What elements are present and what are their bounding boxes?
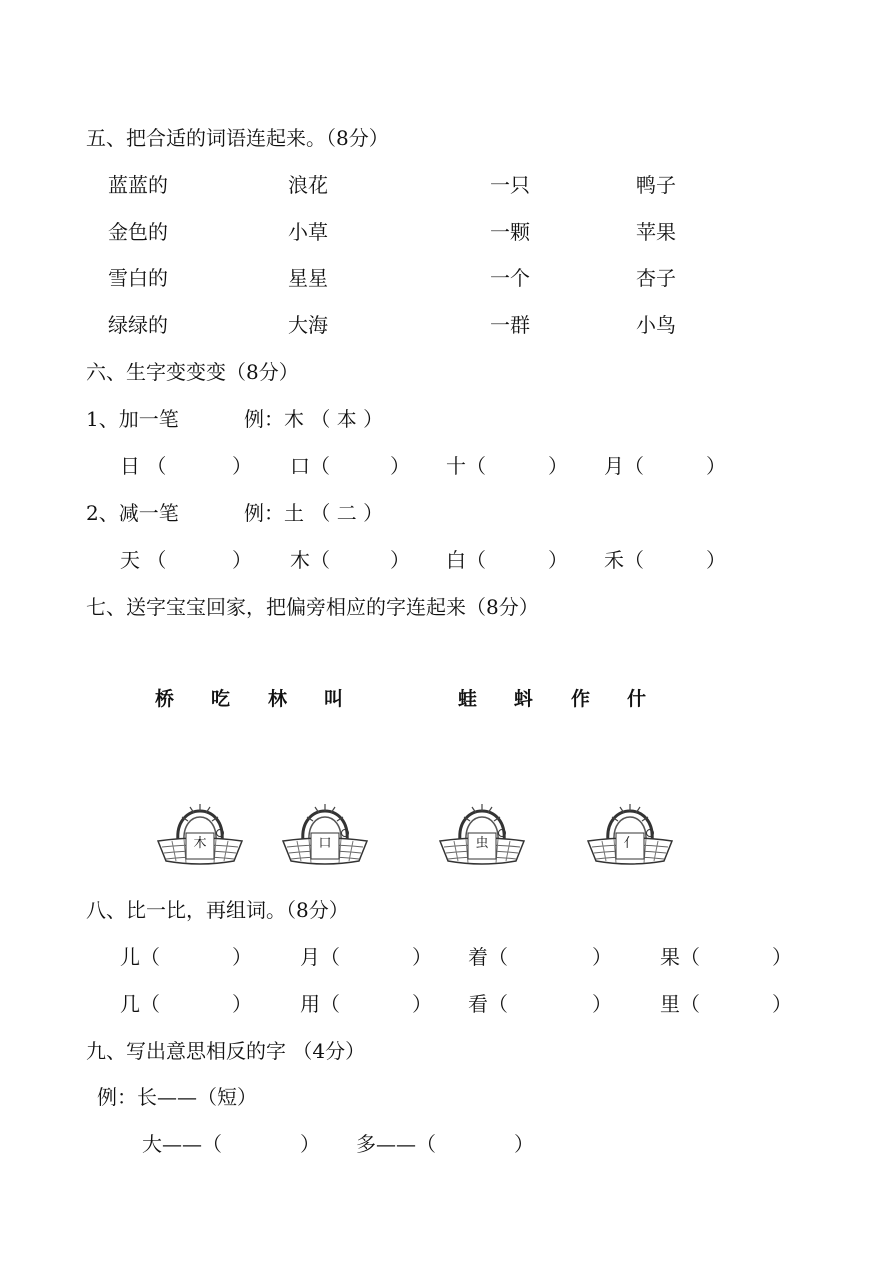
compare-close: ） (592, 945, 612, 969)
part2-label: 2、减一笔 (86, 501, 179, 525)
answer-close: ） (706, 454, 726, 478)
compare-close: ） (412, 945, 432, 969)
answer-prompt: 木（ (290, 548, 330, 572)
compare-prompt: 几（ (120, 992, 160, 1016)
compare-close: ） (232, 945, 252, 969)
character: 蛙 (458, 688, 478, 710)
answer-prompt: 禾（ (604, 548, 644, 572)
answer-prompt: 白（ (446, 548, 486, 572)
answer-close: ） (548, 548, 568, 572)
answer-prompt: 十（ (446, 454, 486, 478)
part2-example: 例：土 （ 二 ） (244, 501, 384, 525)
word-cell: 雪白的 (108, 266, 168, 290)
answer-close: ） (232, 454, 252, 478)
answer-prompt: 口（ (290, 454, 330, 478)
word-cell: 苹果 (636, 220, 676, 244)
character: 林 (268, 688, 288, 710)
basket-drawing (279, 789, 371, 867)
compare-close: ） (412, 992, 432, 1016)
basket-radical-label: 口 (318, 836, 332, 851)
character: 桥 (155, 688, 175, 710)
word-cell: 杏子 (636, 266, 676, 290)
basket-radical-label: 木 (193, 836, 207, 851)
compare-close: ） (772, 992, 792, 1016)
basket-radical-label: 虫 (475, 836, 489, 851)
answer-close: ） (390, 548, 410, 572)
answer-close: ） (706, 548, 726, 572)
compare-close: ） (592, 992, 612, 1016)
character: 作 (571, 688, 591, 710)
antonym-prompt: 大——（ (142, 1132, 222, 1156)
word-cell: 鸭子 (636, 173, 676, 197)
compare-prompt: 着（ (468, 945, 508, 969)
section5-title: 五、把合适的词语连起来。（8分） (86, 126, 389, 150)
basket-icon (154, 789, 246, 867)
word-cell: 一颗 (490, 220, 530, 244)
word-cell: 星星 (288, 266, 328, 290)
basket-drawing (436, 789, 528, 867)
basket-icon (436, 789, 528, 867)
character: 叫 (324, 688, 344, 710)
answer-close: ） (548, 454, 568, 478)
word-cell: 一只 (490, 173, 530, 197)
word-cell: 大海 (288, 313, 328, 337)
character: 什 (627, 688, 647, 710)
compare-close: ） (232, 992, 252, 1016)
compare-prompt: 看（ (468, 992, 508, 1016)
section6-title: 六、生字变变变（8分） (86, 360, 299, 384)
word-cell: 小鸟 (636, 313, 676, 337)
section9-title: 九、写出意思相反的字 （4分） (86, 1039, 366, 1063)
basket-icon (279, 789, 371, 867)
part1-example: 例：木 （ 本 ） (244, 407, 384, 431)
answer-close: ） (390, 454, 410, 478)
answer-prompt: 日 （ (120, 454, 167, 478)
antonym-close: ） (300, 1132, 320, 1156)
basket-icon (584, 789, 676, 867)
part1-label: 1、加一笔 (86, 407, 179, 431)
antonym-close: ） (514, 1132, 534, 1156)
word-cell: 金色的 (108, 220, 168, 244)
compare-close: ） (772, 945, 792, 969)
word-cell: 蓝蓝的 (108, 173, 168, 197)
section7-title: 七、送字宝宝回家，把偏旁相应的字连起来（8分） (86, 595, 539, 619)
basket-radical-label: 亻 (623, 836, 637, 851)
compare-prompt: 儿（ (120, 945, 160, 969)
antonym-example: 例：长——（短） (97, 1085, 257, 1109)
compare-prompt: 果（ (660, 945, 700, 969)
word-cell: 浪花 (288, 173, 328, 197)
word-cell: 一个 (490, 266, 530, 290)
character: 吃 (211, 688, 231, 710)
compare-prompt: 里（ (660, 992, 700, 1016)
compare-prompt: 用（ (300, 992, 340, 1016)
character: 蚪 (514, 688, 534, 710)
section8-title: 八、比一比，再组词。（8分） (86, 898, 349, 922)
answer-close: ） (232, 548, 252, 572)
antonym-prompt: 多——（ (356, 1132, 436, 1156)
word-cell: 小草 (288, 220, 328, 244)
basket-drawing (154, 789, 246, 867)
word-cell: 一群 (490, 313, 530, 337)
basket-drawing (584, 789, 676, 867)
word-cell: 绿绿的 (108, 313, 168, 337)
answer-prompt: 月（ (604, 454, 644, 478)
answer-prompt: 天 （ (120, 548, 167, 572)
compare-prompt: 月（ (300, 945, 340, 969)
